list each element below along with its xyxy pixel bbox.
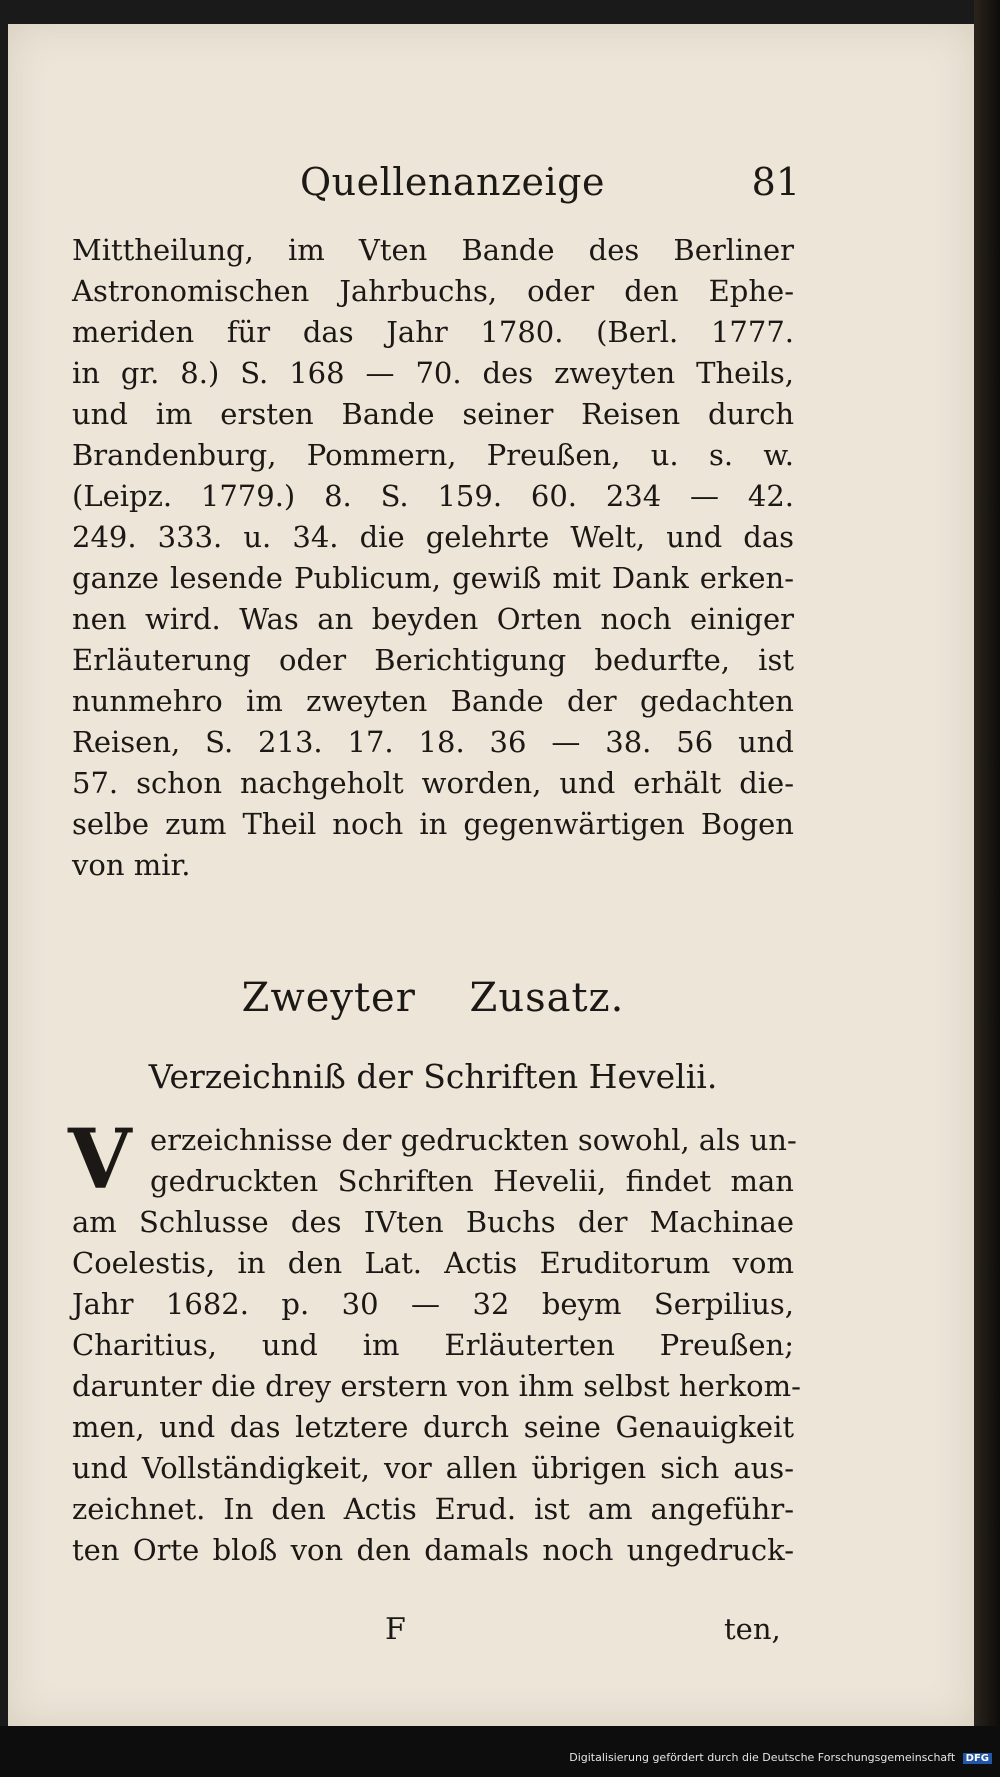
text-line: von mir.: [72, 848, 191, 882]
text-line: meriden für das Jahr 1780. (Berl. 1777.: [72, 315, 794, 349]
running-title: Quellenanzeige: [300, 160, 605, 204]
section-subheading: Verzeichniß der Schriften Hevelii.: [148, 1057, 718, 1096]
text-line: (Leipz. 1779.) 8. S. 159. 60. 234 — 42.: [72, 479, 794, 513]
book-edge: [974, 0, 1000, 1777]
text-line: Astronomischen Jahrbuchs, oder den Ephe-: [72, 274, 794, 308]
text-line: Charitius, und im Erläuterten Preußen;: [72, 1328, 794, 1362]
section-heading: Zweyter Zusatz.: [241, 975, 625, 1021]
text-line: Coelestis, in den Lat. Actis Eruditorum vom: [72, 1246, 794, 1280]
digitization-credit: [569, 1751, 992, 1764]
text-line: men, und das letztere durch seine Genauigkeit: [72, 1410, 794, 1444]
credit-text: Digitalisierung gefördert durch die Deutsche Forschungsgemeinschaft: [569, 1751, 956, 1764]
text-line: gedruckten Schriften Hevelii, findet man: [150, 1164, 794, 1198]
catchword: ten,: [724, 1612, 781, 1646]
text-line: und im ersten Bande seiner Reisen durch: [72, 397, 794, 431]
page-header: [300, 160, 800, 216]
text-line: Reisen, S. 213. 17. 18. 36 — 38. 56 und: [72, 725, 794, 759]
text-line: zeichnet. In den Actis Erud. ist am angeführ-: [72, 1492, 794, 1526]
text-line: und Vollständigkeit, vor allen übrigen sich aus-: [72, 1451, 794, 1485]
text-line: 57. schon nachgeholt worden, und erhält die-: [72, 766, 794, 800]
text-line: Mittheilung, im Vten Bande des Berliner: [72, 233, 794, 267]
text-line: nen wird. Was an beyden Orten noch einiger: [72, 602, 794, 636]
text-line: erzeichnisse der gedruckten sowohl, als un-: [150, 1123, 797, 1157]
text-line: am Schlusse des IVten Buchs der Machinae: [72, 1205, 794, 1239]
text-line: Erläuterung oder Berichtigung bedurfte, ist: [72, 643, 794, 677]
text-line: ganze lesende Publicum, gewiß mit Dank erken-: [72, 561, 794, 595]
dfg-logo-icon: DFG: [963, 1753, 992, 1764]
text-line: 249. 333. u. 34. die gelehrte Welt, und das: [72, 520, 794, 554]
text-line: selbe zum Theil noch in gegenwärtigen Bogen: [72, 807, 794, 841]
signature-mark: F: [385, 1612, 406, 1647]
text-line: Brandenburg, Pommern, Preußen, u. s. w.: [72, 438, 794, 472]
drop-cap: V: [68, 1112, 132, 1208]
text-line: nunmehro im zweyten Bande der gedachten: [72, 684, 794, 718]
text-line: ten Orte bloß von den damals noch ungedruck-: [72, 1533, 794, 1567]
text-line: darunter die drey erstern von ihm selbst herkom-: [72, 1369, 801, 1403]
paragraph-2: [72, 1120, 801, 1571]
text-line: in gr. 8.) S. 168 — 70. des zweyten Theils,: [72, 356, 794, 390]
page-number: 81: [751, 160, 800, 204]
text-line: Jahr 1682. p. 30 — 32 beym Serpilius,: [72, 1287, 794, 1321]
paragraph-1: [72, 230, 794, 886]
